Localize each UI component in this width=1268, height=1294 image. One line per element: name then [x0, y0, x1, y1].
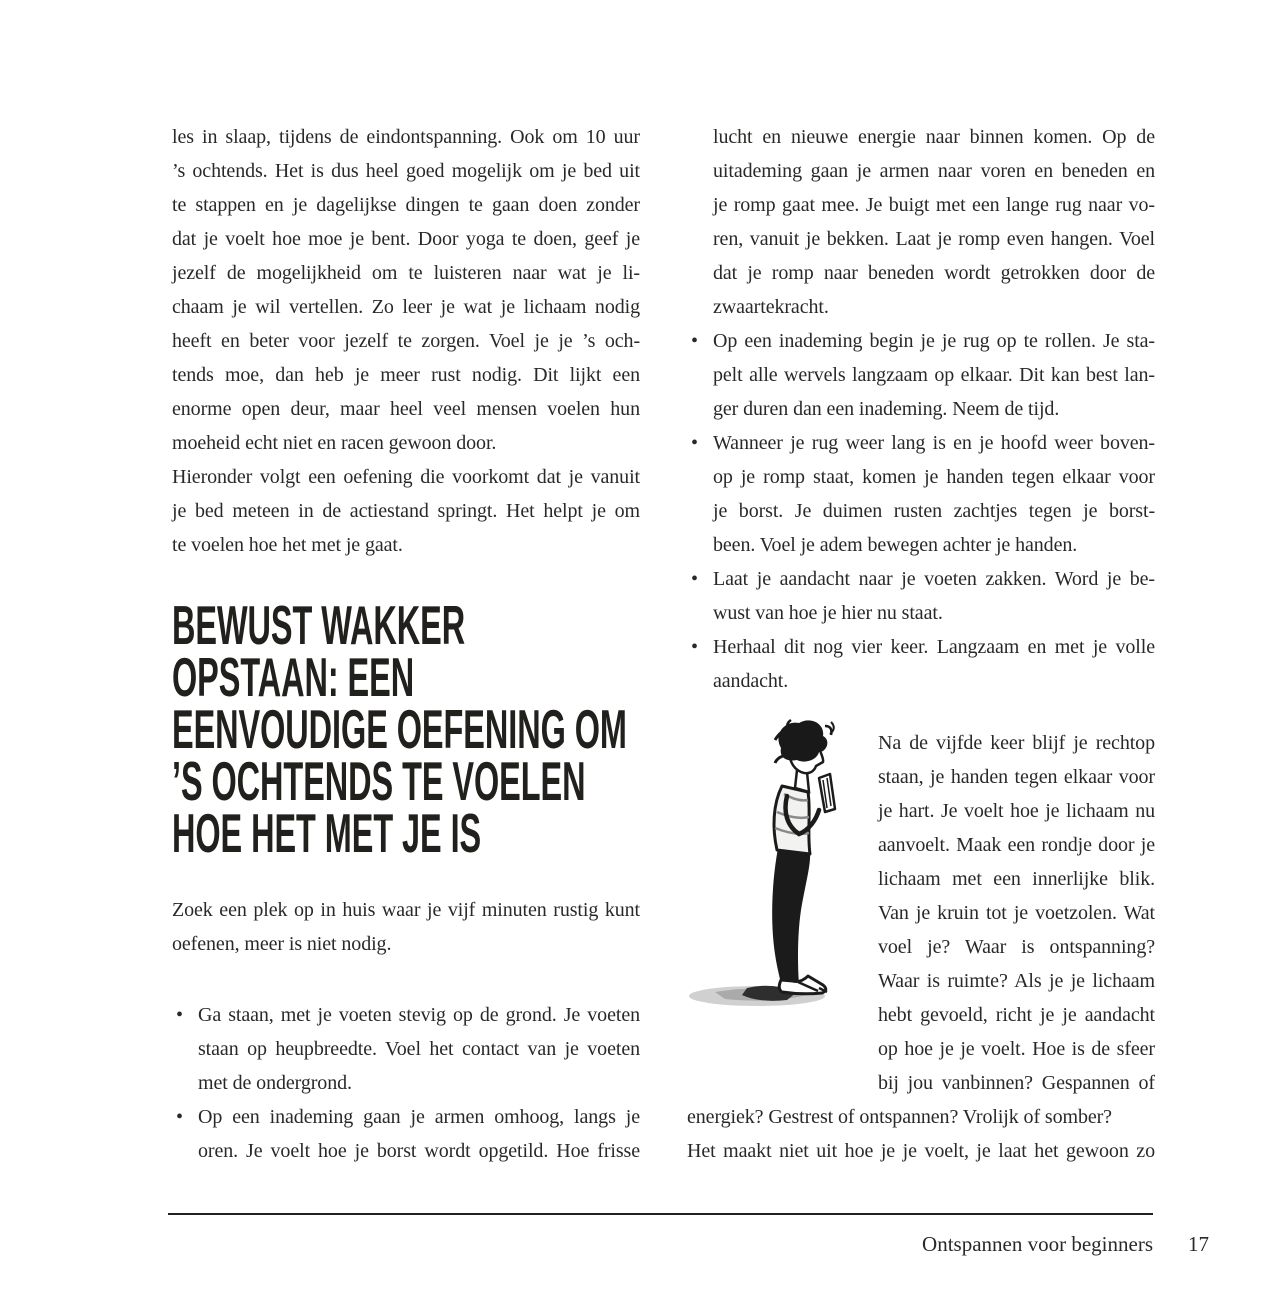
right-column: [687, 120, 1155, 698]
section-heading: BEWUST WAKKER OPSTAAN: EEN EENVOUDIGE OEFENING OM ’S OCHTENDS TE VOELEN HOE HET MET JE IS: [172, 594, 627, 864]
bullet-marker: •: [691, 636, 698, 658]
list-item: [172, 1100, 640, 1168]
list-item-continuation: lucht en nieuwe energie naar binnen komen. Op de uitademing gaan je armen naar voren en beneden en je romp gaat mee. Je buigt met een lange rug naar vo- ren, vanuit je bekken. Laat je romp even hangen. Voel dat je romp naar beneden wordt getrokken door de zwaartekracht.: [713, 126, 1155, 318]
list-item-text: Laat je aandacht naar je voeten zakken. Word je be- wust van hoe je hier nu staat.: [713, 568, 1155, 624]
list-item-text: Ga staan, met je voeten stevig op de grond. Je voeten staan op heupbreedte. Voel het contact van je voeten met de ondergrond.: [198, 1004, 640, 1094]
footer-rule: [168, 1213, 1153, 1215]
bullet-marker: •: [176, 1004, 183, 1026]
paragraph-after-fifth-time: Na de vijfde keer blijf je rechtop staan, je handen tegen elkaar voor je hart. Je voelt hoe je lichaam nu aanvoelt. Maak een rondje door je lichaam met een innerlijke blik. Van je kruin tot je voetzolen. Wat voel je? Waar is ontspanning? Waar is ruimte? Als je je lichaam hebt gevoeld, richt je je aandacht op hoe je je voelt. Hoe is de sfeer bij jou vanbinnen? Gespannen of: [878, 732, 1155, 1094]
bullet-marker: •: [691, 432, 698, 454]
list-item: [687, 324, 1155, 426]
list-item-text: Herhaal dit nog vier keer. Langzaam en met je volle aandacht.: [713, 636, 1155, 692]
bullet-marker: •: [176, 1106, 183, 1128]
list-item: [687, 562, 1155, 630]
paragraph-intro-exercise: Hieronder volgt een oefening die voorkomt dat je vanuit je bed meteen in de actiestand springt. Het helpt je om te voelen hoe het met je gaat.: [172, 466, 640, 556]
list-item-text: Op een inademing begin je je rug op te rollen. Je sta- pelt alle wervels langzaam op elkaar. Dit kan best lan- ger duren dan een inademing. Neem de tijd.: [713, 330, 1155, 420]
bullet-marker: •: [691, 330, 698, 352]
footer-page-number: 17: [1188, 1232, 1209, 1256]
closing-lines: [687, 1100, 1155, 1168]
list-item-text: Wanneer je rug weer lang is en je hoofd weer boven- op je romp staat, komen je handen tegen elkaar voor je borst. Je duimen rusten zachtjes tegen je borst- been. Voel je adem bewegen achter je handen.: [713, 432, 1155, 556]
left-column: [172, 120, 640, 1168]
footer-book-title: Ontspannen voor beginners: [922, 1232, 1153, 1256]
paragraph-continuation-from-previous-page: les in slaap, tijdens de eindontspanning. Ook om 10 uur ’s ochtends. Het is dus heel goed mogelijk om je bed uit te stappen en je dagelijkse dingen te gaan doen zonder dat je voelt hoe moe je bent. Door yoga te doen, geef je jezelf de mogelijkheid om te luisteren naar wat je li- chaam je wil vertellen. Zo leer je wat je lichaam nodig heeft en beter voor jezelf te zorgen. Voel je je ’s och- tends moe, dan heb je meer rust nodig. Dit lijkt een enorme open deur, maar heel veel mensen voelen hun moeheid echt niet en racen gewoon door.: [172, 126, 640, 454]
paragraph-find-a-place: Zoek een plek op in huis waar je vijf minuten rustig kunt oefenen, meer is niet nodig.: [172, 899, 640, 955]
list-item-text: Op een inademing gaan je armen omhoog, langs je oren. Je voelt hoe je borst wordt opgetild. Hoe frisse: [198, 1106, 640, 1162]
prayer-pose-illustration: [685, 716, 865, 1016]
list-item: [687, 426, 1155, 562]
paragraph-end-line: energiek? Gestrest of ontspannen? Vrolijk of somber?: [687, 1106, 1112, 1128]
list-item: [172, 998, 640, 1100]
list-item: [687, 630, 1155, 698]
new-paragraph-start-line: Het maakt niet uit hoe je je voelt, je laat het gewoon zo: [687, 1140, 1155, 1162]
bullet-marker: •: [691, 568, 698, 590]
